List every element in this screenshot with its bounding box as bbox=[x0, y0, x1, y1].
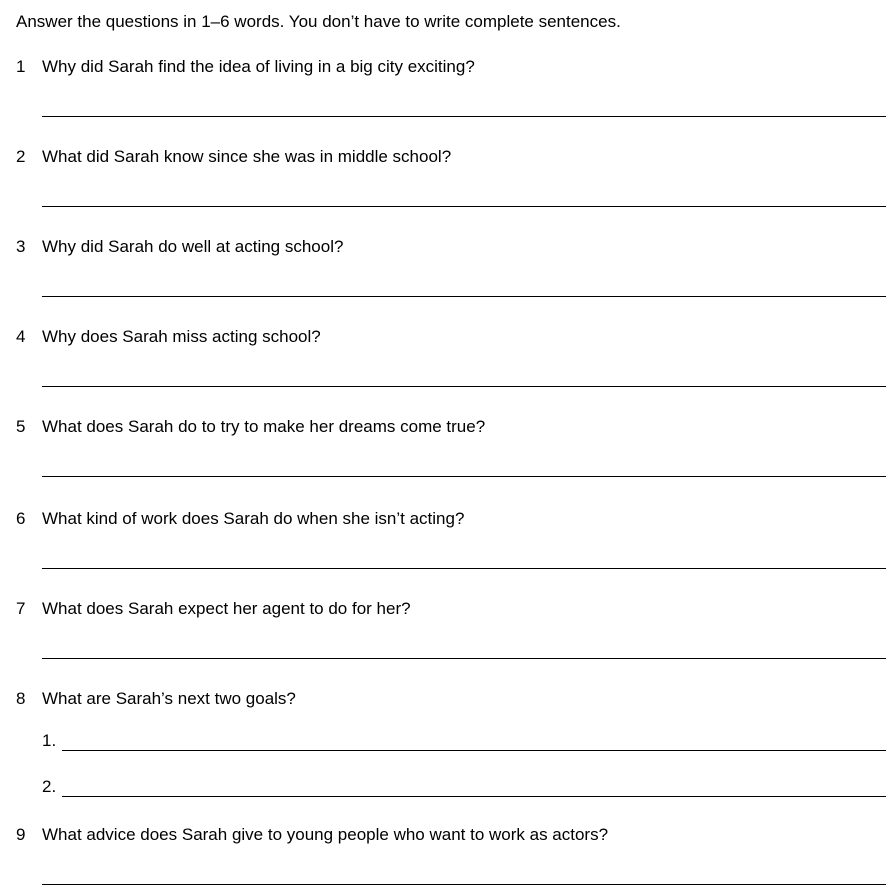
question-7 bbox=[0, 598, 896, 658]
question-9 bbox=[0, 824, 896, 884]
question-text: What are Sarah’s next two goals? bbox=[42, 689, 296, 708]
answer-line-7[interactable] bbox=[42, 658, 886, 659]
question-text: What does Sarah do to try to make her dreams come true? bbox=[42, 417, 486, 436]
question-number: 7 bbox=[16, 599, 26, 618]
answer-line-4[interactable] bbox=[42, 386, 886, 387]
answer-line-9[interactable] bbox=[42, 884, 886, 885]
question-number: 4 bbox=[16, 327, 26, 346]
sub-answer-label: 2. bbox=[42, 777, 57, 796]
question-8 bbox=[0, 688, 896, 798]
instructions: Answer the questions in 1–6 words. You don’t have to write complete sentences. bbox=[16, 12, 621, 31]
answer-line-3[interactable] bbox=[42, 296, 886, 297]
question-number: 9 bbox=[16, 825, 26, 844]
question-text: What kind of work does Sarah do when she isn’t acting? bbox=[42, 509, 465, 528]
sub-answer-2 bbox=[42, 776, 886, 800]
question-3 bbox=[0, 236, 896, 296]
question-number: 5 bbox=[16, 417, 26, 436]
answer-line-5[interactable] bbox=[42, 476, 886, 477]
question-text: Why did Sarah do well at acting school? bbox=[42, 237, 344, 256]
question-number: 6 bbox=[16, 509, 26, 528]
question-number: 3 bbox=[16, 237, 26, 256]
question-text: Why does Sarah miss acting school? bbox=[42, 327, 321, 346]
question-number: 8 bbox=[16, 689, 26, 708]
question-text: Why did Sarah find the idea of living in a big city exciting? bbox=[42, 57, 475, 76]
question-4 bbox=[0, 326, 896, 386]
question-number: 2 bbox=[16, 147, 26, 166]
answer-line-2[interactable] bbox=[42, 206, 886, 207]
answer-line-8-1[interactable] bbox=[62, 750, 886, 751]
sub-answer-1 bbox=[42, 730, 886, 754]
question-text: What advice does Sarah give to young people who want to work as actors? bbox=[42, 825, 609, 844]
answer-line-6[interactable] bbox=[42, 568, 886, 569]
question-text: What did Sarah know since she was in middle school? bbox=[42, 147, 452, 166]
answer-line-8-2[interactable] bbox=[62, 796, 886, 797]
question-1 bbox=[0, 56, 896, 116]
answer-line-1[interactable] bbox=[42, 116, 886, 117]
question-2 bbox=[0, 146, 896, 206]
question-number: 1 bbox=[16, 57, 26, 76]
question-5 bbox=[0, 416, 896, 476]
question-text: What does Sarah expect her agent to do for her? bbox=[42, 599, 411, 618]
question-6 bbox=[0, 508, 896, 568]
sub-answer-label: 1. bbox=[42, 731, 57, 750]
